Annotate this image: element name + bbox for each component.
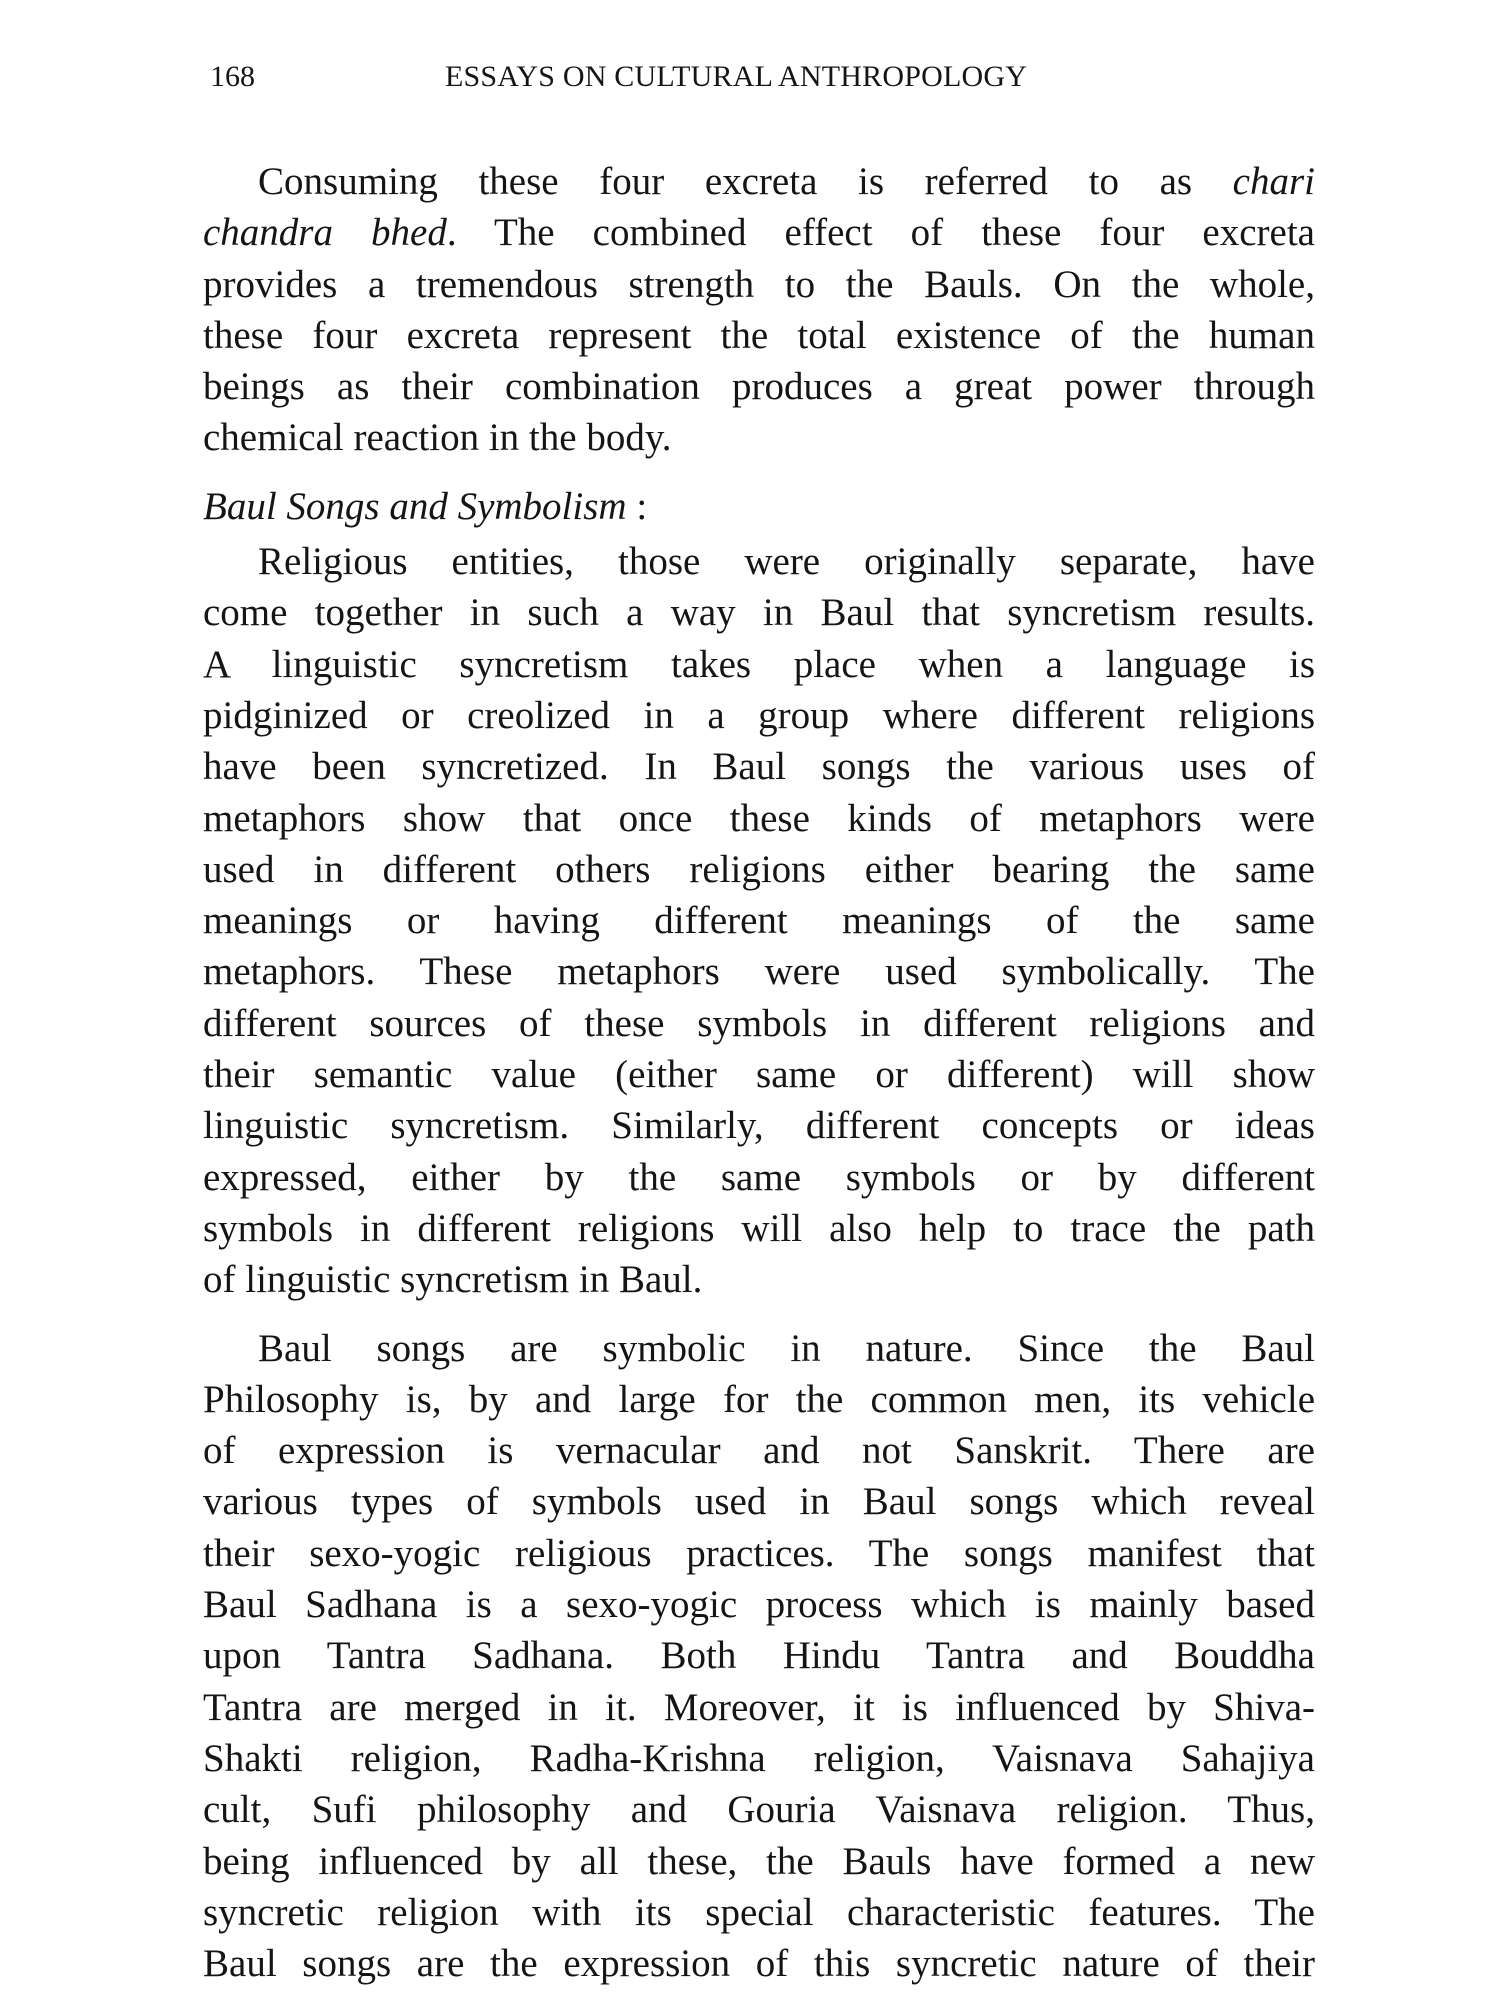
text-line: cult, Sufi philosophy and Gouria Vaisnava religion. Thus, bbox=[203, 1788, 1315, 1832]
text-line: various types of symbols used in Baul songs which reveal bbox=[203, 1480, 1315, 1524]
text-line: Baul songs are the expression of this syncretic nature of their bbox=[203, 1942, 1315, 1986]
text-line: their sexo-yogic religious practices. The songs manifest that bbox=[203, 1531, 1315, 1575]
text-line: these four excreta represent the total existence of the human bbox=[203, 313, 1315, 357]
section-subheading: Baul Songs and Symbolism : bbox=[203, 484, 648, 528]
paragraph-spacer bbox=[203, 1306, 1315, 1323]
page-number: 168 bbox=[210, 60, 255, 93]
text-line: used in different others religions either bearing the same bbox=[203, 847, 1315, 891]
running-head bbox=[200, 52, 1320, 102]
text-line: Consuming these four excreta is referred to as chari bbox=[258, 160, 1315, 203]
text-line: chandra bhed. The combined effect of these four excreta bbox=[203, 211, 1315, 255]
text-line: expressed, either by the same symbols or by different bbox=[203, 1155, 1315, 1199]
text-line: Tantra are merged in it. Moreover, it is influenced by Shiva- bbox=[203, 1685, 1315, 1729]
text-line: Baul Sadhana is a sexo-yogic process which is mainly based bbox=[203, 1583, 1315, 1627]
text-line: chemical reaction in the body. bbox=[203, 416, 672, 460]
paragraph bbox=[203, 156, 1315, 464]
text-line: different sources of these symbols in different religions and bbox=[203, 1001, 1315, 1045]
text-line: come together in such a way in Baul that syncretism results. bbox=[203, 591, 1315, 635]
body-text bbox=[203, 156, 1315, 1989]
running-title: ESSAYS ON CULTURAL ANTHROPOLOGY bbox=[445, 60, 1028, 93]
text-line: have been syncretized. In Baul songs the various uses of bbox=[203, 745, 1315, 789]
text-line: A linguistic syncretism takes place when a language is bbox=[203, 642, 1315, 686]
text-line: their semantic value (either same or different) will show bbox=[203, 1053, 1315, 1097]
paragraph-spacer bbox=[203, 464, 1315, 481]
paragraph bbox=[203, 536, 1315, 1305]
paragraph bbox=[203, 1323, 1315, 1990]
text-line: meanings or having different meanings of the same bbox=[203, 899, 1315, 943]
text-line: upon Tantra Sadhana. Both Hindu Tantra and Bouddha bbox=[203, 1634, 1315, 1678]
text-line: Religious entities, those were originally separate, have bbox=[258, 540, 1315, 584]
italic-term: chari bbox=[1232, 160, 1315, 203]
text-line: Baul songs are symbolic in nature. Since the Baul bbox=[258, 1326, 1315, 1370]
text-line: Shakti religion, Radha-Krishna religion, Vaisnava Sahajiya bbox=[203, 1736, 1315, 1780]
text-line: symbols in different religions will also help to trace the path bbox=[203, 1206, 1315, 1250]
text-line: being influenced by all these, the Bauls have formed a new bbox=[203, 1839, 1315, 1883]
text-line: metaphors show that once these kinds of metaphors were bbox=[203, 796, 1315, 840]
text-line: metaphors. These metaphors were used symbolically. The bbox=[203, 950, 1315, 994]
text-line: syncretic religion with its special characteristic features. The bbox=[203, 1890, 1315, 1934]
text-line: of linguistic syncretism in Baul. bbox=[203, 1258, 703, 1302]
text-line: of expression is vernacular and not Sanskrit. There are bbox=[203, 1429, 1315, 1473]
text-line: Philosophy is, by and large for the common men, its vehicle bbox=[203, 1377, 1315, 1421]
italic-term: chandra bhed bbox=[203, 211, 447, 255]
text-line: provides a tremendous strength to the Bauls. On the whole, bbox=[203, 262, 1315, 306]
text-line: beings as their combination produces a great power through bbox=[203, 365, 1315, 409]
text-line: linguistic syncretism. Similarly, different concepts or ideas bbox=[203, 1104, 1315, 1148]
text-line: pidginized or creolized in a group where different religions bbox=[203, 693, 1315, 737]
